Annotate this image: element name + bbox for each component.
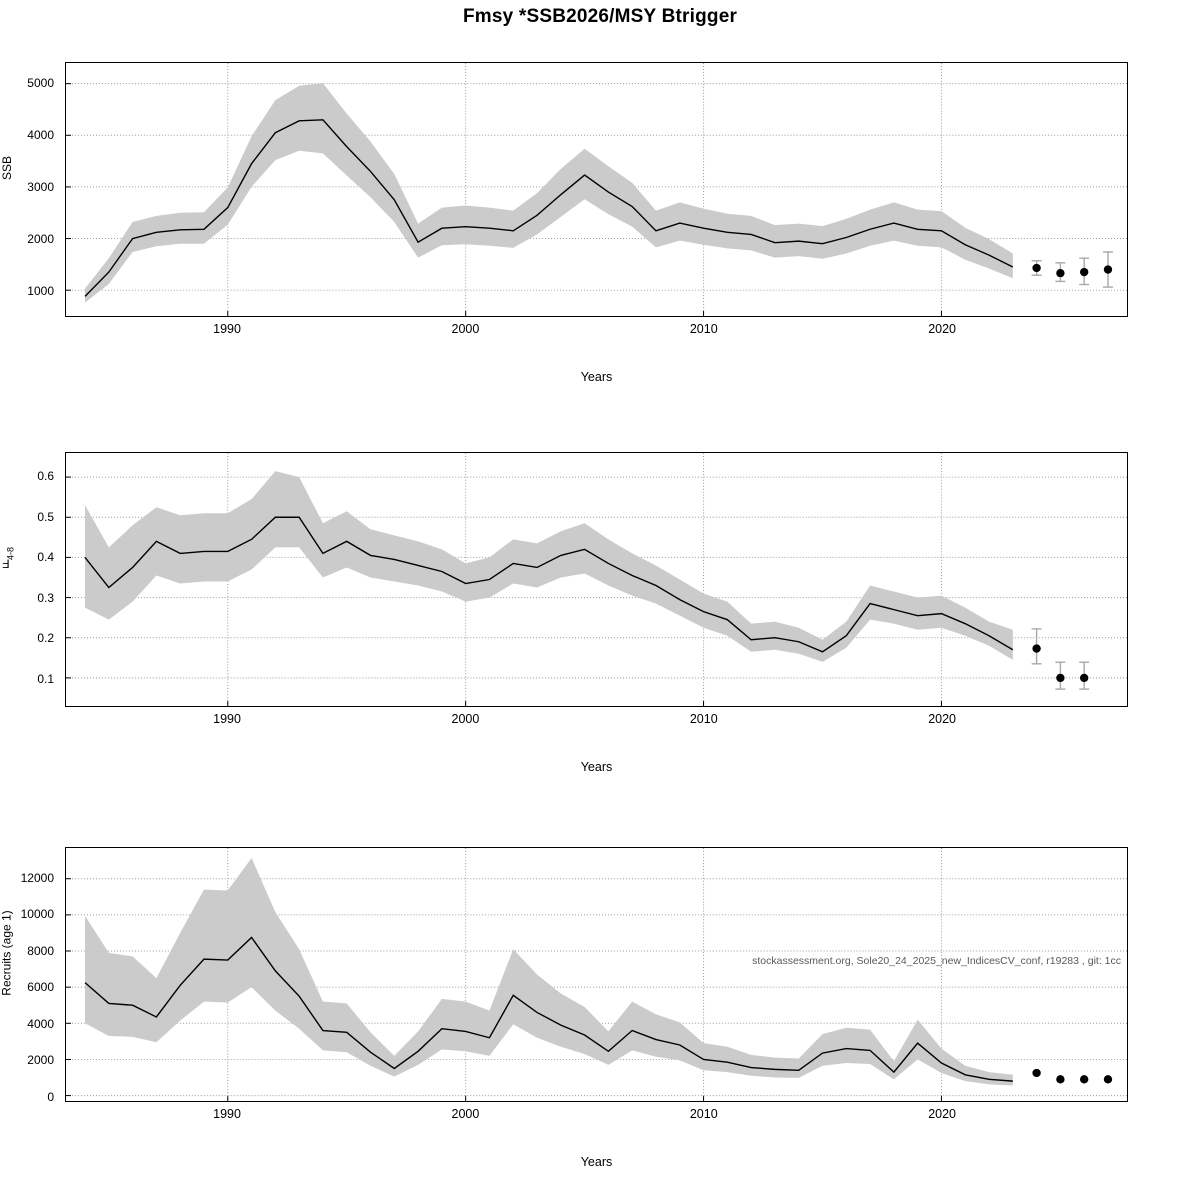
panel-ssb-xlabel: Years [580, 370, 613, 384]
xtick-label: 2000 [451, 322, 480, 336]
panel-ssb-ylabel-text: SSB [0, 155, 15, 180]
ytick-label: 2000 [27, 231, 54, 246]
panel-f-ylabel-sub: 4-8 [5, 547, 16, 561]
watermark-text: stockassessment.org, Sole20_24_2025_new_IndicesCV_conf, r19283 , git: 1cc [752, 955, 1121, 967]
ytick-label: 4000 [27, 127, 54, 142]
panel-f-ylabel-base: F [2, 557, 10, 571]
panel-ssb-svg [66, 63, 1127, 316]
panel-f-svg [66, 453, 1127, 706]
ytick-label: 5000 [27, 75, 54, 90]
panel-recruits-xtick-labels [65, 1107, 1128, 1127]
ytick-label: 0.2 [37, 631, 54, 646]
ytick-label: 0.4 [37, 550, 54, 565]
panel-recruits [0, 825, 1200, 1169]
panel-recruits-ytick-labels [0, 847, 60, 1102]
panel-recruits-ylabel-text: Recruits (age 1) [0, 909, 14, 996]
xtick-label: 2000 [451, 712, 480, 726]
ytick-label: 0.5 [37, 509, 54, 524]
ytick-label: 10000 [20, 907, 54, 922]
ytick-label: 0 [47, 1089, 54, 1104]
panel-f-plot [65, 452, 1128, 707]
ytick-label: 8000 [27, 943, 54, 958]
panel-ssb-plot [65, 62, 1128, 317]
xtick-label: 2020 [928, 1107, 956, 1121]
ytick-label: 3000 [27, 179, 54, 194]
panel-recruits-plot [65, 847, 1128, 1102]
xtick-label: 1990 [213, 712, 241, 726]
xtick-label: 2020 [928, 712, 956, 726]
ytick-label: 4000 [27, 1016, 54, 1031]
figure-title: Fmsy *SSB2026/MSY Btrigger [462, 6, 738, 27]
panel-recruits-xlabel: Years [580, 1155, 613, 1169]
panel-f-xtick-labels [65, 712, 1128, 732]
ytick-label: 2000 [27, 1053, 54, 1068]
ytick-label: 0.6 [37, 469, 54, 484]
panel-f-ytick-labels [0, 452, 60, 707]
panel-ssb-xtick-labels [65, 322, 1128, 342]
panel-ssb [0, 40, 1200, 384]
xtick-label: 2010 [689, 322, 718, 336]
xtick-label: 1990 [213, 1107, 241, 1121]
panel-ssb-ytick-labels [0, 62, 60, 317]
panel-f [0, 430, 1200, 774]
ytick-label: 1000 [27, 283, 54, 298]
xtick-label: 2020 [928, 322, 956, 336]
ytick-label: 12000 [20, 870, 54, 885]
ytick-label: 0.3 [37, 590, 54, 605]
xtick-label: 2000 [451, 1107, 480, 1121]
ytick-label: 0.1 [37, 671, 54, 686]
ytick-label: 6000 [27, 980, 54, 995]
panel-recruits-svg [66, 848, 1127, 1101]
xtick-label: 1990 [213, 322, 241, 336]
panel-f-xlabel: Years [580, 760, 613, 774]
xtick-label: 2010 [689, 712, 718, 726]
xtick-label: 2010 [689, 1107, 718, 1121]
